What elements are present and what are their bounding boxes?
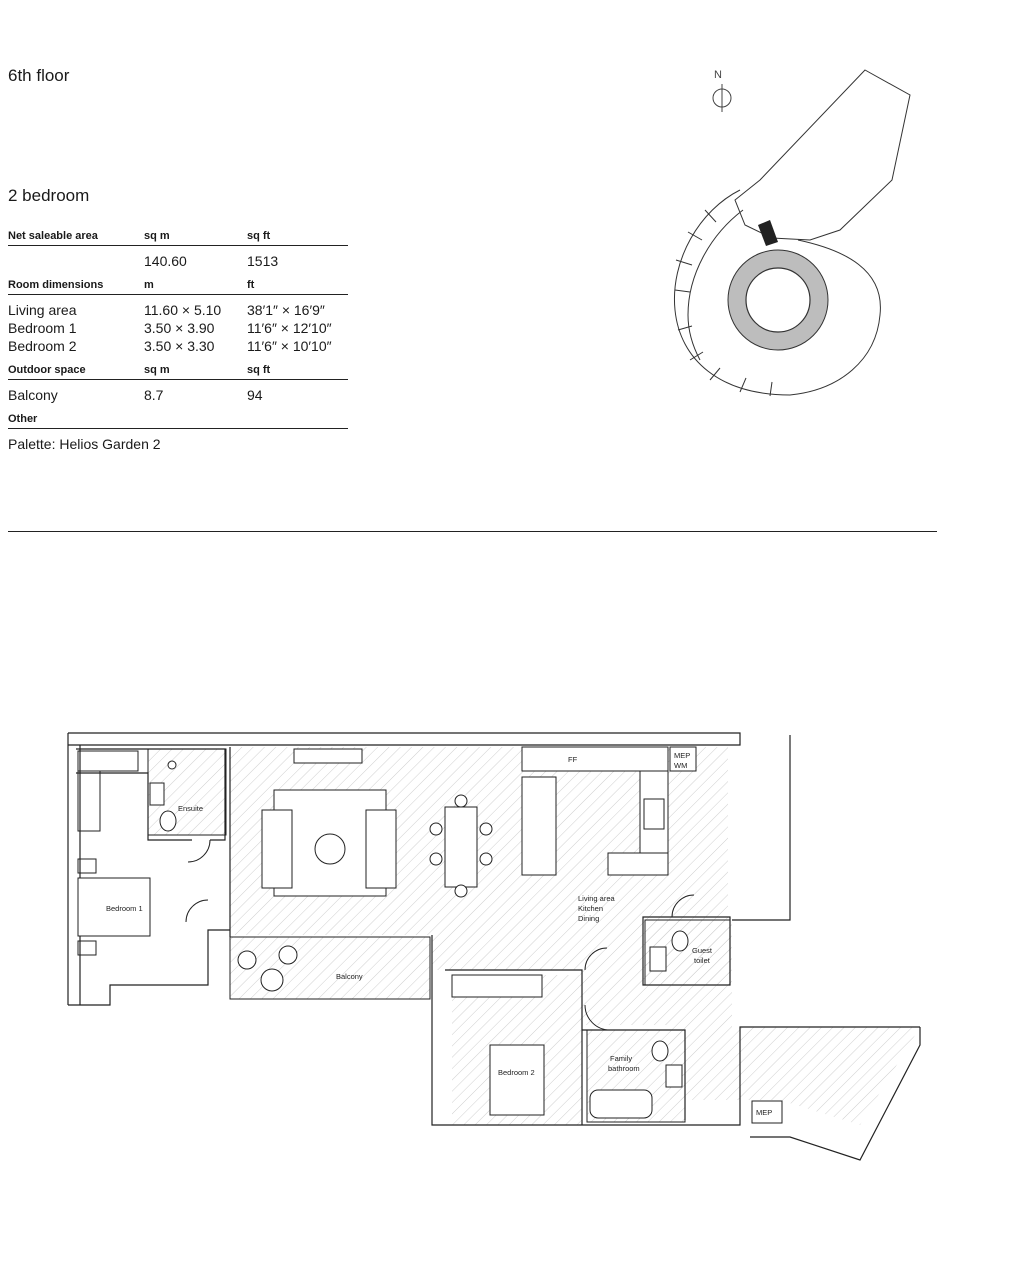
wardrobe-bedroom2 — [452, 975, 542, 997]
kitchen-island — [522, 777, 556, 875]
net-area-unit-m: sq m — [144, 230, 170, 242]
coffee-table — [315, 834, 345, 864]
balcony-floor — [230, 937, 430, 999]
wardrobe-bedroom1 — [78, 751, 138, 771]
other-row — [8, 435, 348, 453]
unit-type: 2 bedroom — [8, 186, 90, 205]
room-size-m: 3.50 × 3.90 — [144, 320, 215, 336]
sofa-right — [366, 810, 396, 888]
other-heading: Other — [8, 413, 38, 425]
room-name: Living area — [8, 302, 77, 318]
outdoor-unit-m: sq m — [144, 364, 170, 376]
outdoor-heading: Outdoor space — [8, 364, 86, 376]
palette-text: Palette: Helios Garden 2 — [8, 436, 161, 452]
section-divider — [8, 531, 937, 532]
other-header — [8, 413, 348, 429]
outdoor-row — [8, 386, 348, 404]
guest-wc — [672, 931, 688, 951]
wardrobe-bedroom1-side — [78, 771, 100, 831]
outdoor-m: 8.7 — [144, 387, 164, 403]
dining-table — [445, 807, 477, 887]
label-bedroom1: Bedroom 1 — [106, 904, 143, 913]
label-wm: WM — [674, 761, 688, 770]
net-area-unit-ft: sq ft — [247, 230, 271, 242]
family-wc — [652, 1041, 668, 1061]
bathtub — [590, 1090, 652, 1118]
ensuite-basin — [150, 783, 164, 805]
room-name: Bedroom 2 — [8, 338, 77, 354]
kitchen-counter-bottom — [608, 853, 668, 875]
label-living: Living area — [578, 894, 615, 903]
label-toilet: toilet — [694, 956, 710, 965]
tv-unit — [294, 749, 362, 763]
outdoor-name: Balcony — [8, 387, 58, 403]
net-area-header — [8, 230, 348, 246]
room-size-ft: 38′1″ × 16′9″ — [247, 302, 325, 318]
outdoor-header — [8, 364, 348, 380]
label-ff: FF — [568, 755, 578, 764]
north-label: N — [714, 69, 722, 81]
room-size-ft: 11′6″ × 10′10″ — [247, 338, 332, 354]
label-ensuite: Ensuite — [178, 804, 204, 813]
floor-plan — [60, 725, 930, 1175]
north-arrow-icon — [713, 84, 731, 112]
room-size-m: 11.60 × 5.10 — [144, 302, 222, 318]
room-dimensions-heading: Room dimensions — [8, 279, 104, 291]
room-size-ft: 11′6″ × 12′10″ — [247, 320, 332, 336]
guest-basin — [650, 947, 666, 971]
label-guest: Guest — [692, 946, 713, 955]
ensuite-wc — [160, 811, 176, 831]
net-area-value-m: 140.60 — [144, 253, 187, 269]
label-family: Family — [610, 1054, 633, 1063]
room-row-living — [8, 301, 348, 319]
bedside-table — [78, 941, 96, 955]
core-center — [746, 268, 810, 332]
outdoor-ft: 94 — [247, 387, 263, 403]
room-size-m: 3.50 × 3.30 — [144, 338, 215, 354]
label-mep-lower: MEP — [756, 1108, 773, 1117]
label-mep: MEP — [674, 751, 691, 760]
bedside-table — [78, 859, 96, 873]
room-dimensions-unit-m: m — [144, 279, 154, 291]
label-dining: Dining — [578, 914, 600, 923]
net-area-heading: Net saleable area — [8, 230, 98, 242]
bed-bedroom2 — [490, 1045, 544, 1115]
outdoor-unit-ft: sq ft — [247, 364, 271, 376]
family-basin — [666, 1065, 682, 1087]
label-kitchen: Kitchen — [578, 904, 604, 913]
kitchen-counter-top — [522, 747, 668, 771]
sofa-left — [262, 810, 292, 888]
spec-table — [8, 230, 348, 453]
floor-title: 6th floor — [8, 66, 70, 85]
net-area-value-ft: 1513 — [247, 253, 279, 269]
room-row-bedroom1 — [8, 319, 348, 337]
label-bathroom: bathroom — [608, 1064, 640, 1073]
label-balcony: Balcony — [336, 972, 363, 981]
room-name: Bedroom 1 — [8, 320, 77, 336]
room-dimensions-header — [8, 279, 348, 295]
room-row-bedroom2 — [8, 337, 348, 355]
net-area-row — [8, 252, 348, 270]
key-plan — [640, 60, 920, 410]
label-bedroom2: Bedroom 2 — [498, 1068, 535, 1077]
room-dimensions-unit-ft: ft — [247, 279, 255, 291]
